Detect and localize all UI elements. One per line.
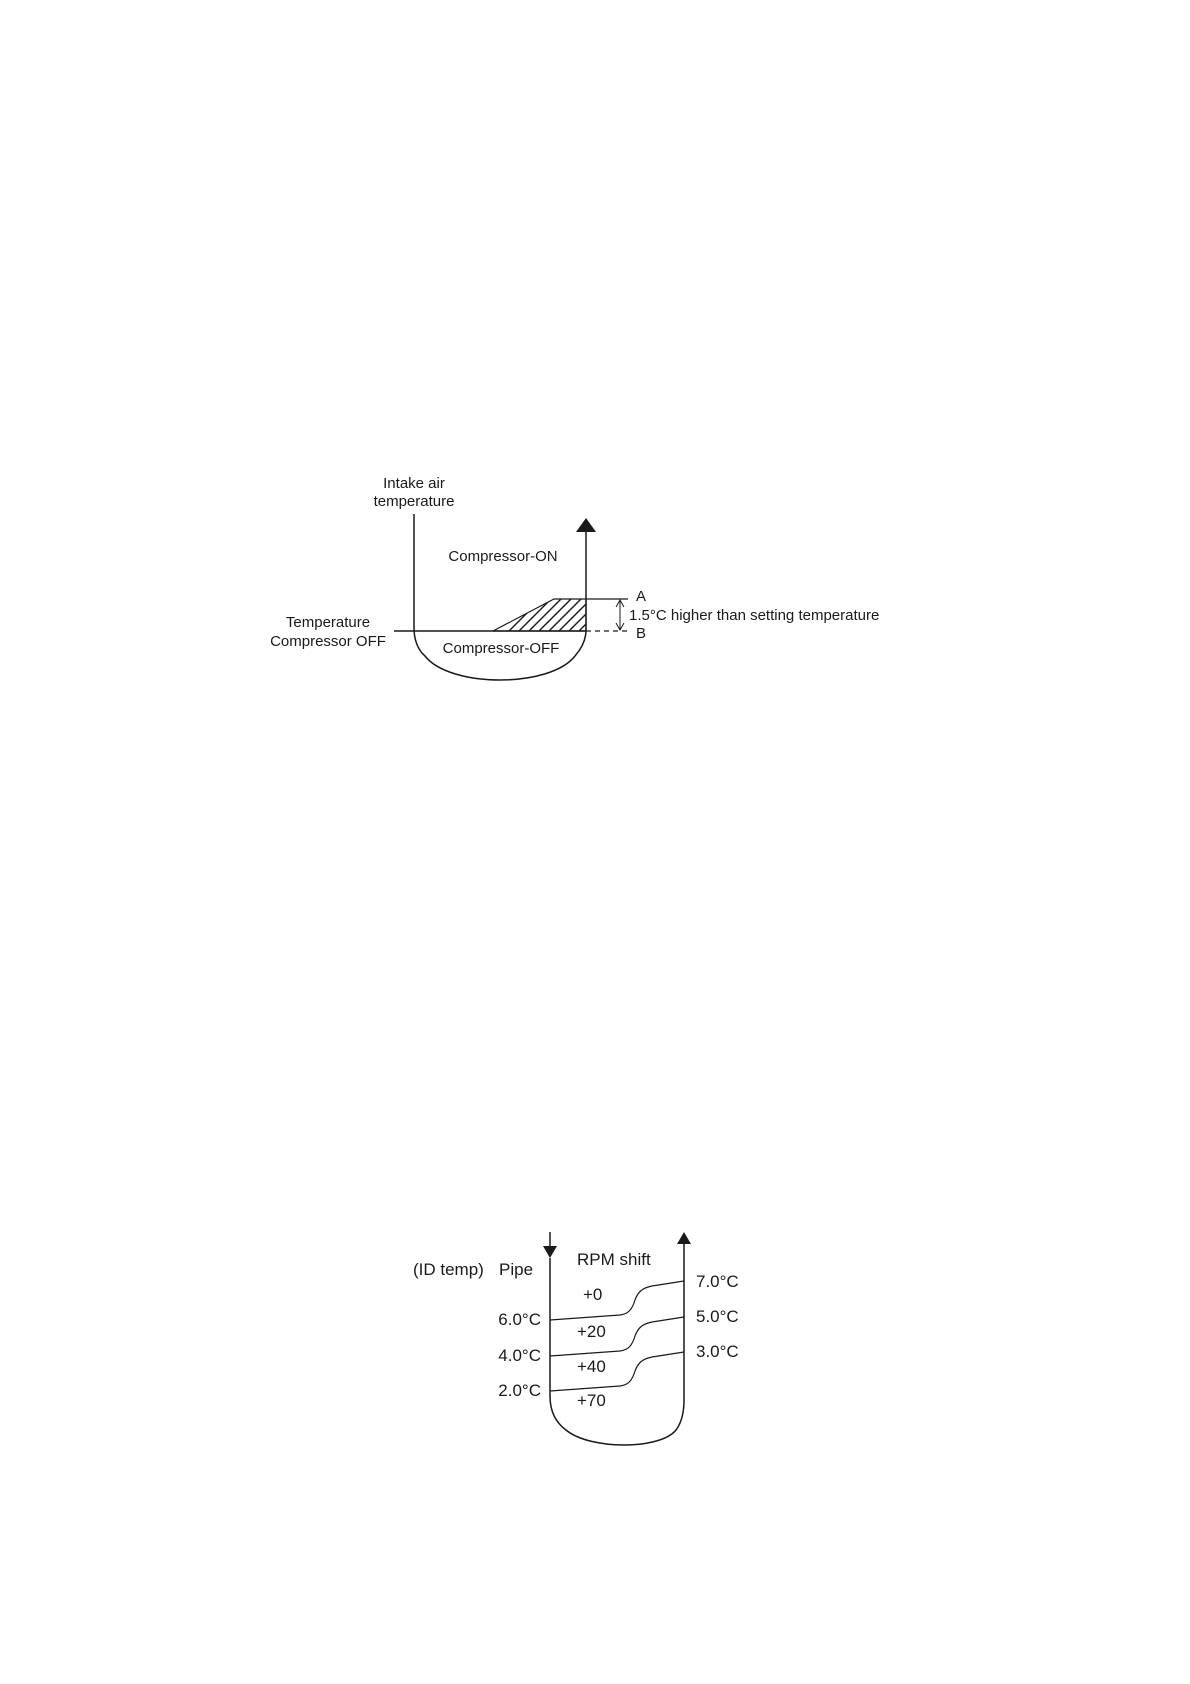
boundary-4c-5c xyxy=(550,1317,684,1356)
rpm-shift-diagram xyxy=(413,1232,739,1445)
point-a-label: A xyxy=(636,588,647,605)
compressor-control-diagram xyxy=(270,475,879,680)
compressor-on-label: Compressor-ON xyxy=(448,548,558,565)
left-temp-6c: 6.0°C xyxy=(498,1310,541,1329)
left-temp-2c: 2.0°C xyxy=(498,1381,541,1400)
boundary-2c-3c xyxy=(550,1352,684,1391)
rpm-shift-label: RPM shift xyxy=(577,1250,651,1269)
rpm-shift-plus-40: +40 xyxy=(577,1357,606,1376)
pipe-label: Pipe xyxy=(499,1260,534,1279)
rpm-shift-plus-20: +20 xyxy=(577,1322,606,1341)
intake-air-label-line2: temperature xyxy=(373,493,455,510)
compressor-off-label: Compressor-OFF xyxy=(442,640,560,657)
temperature-label-line1: Temperature xyxy=(285,614,371,631)
temperature-label-line2: Compressor OFF xyxy=(270,633,386,650)
pipe-temperature-curve xyxy=(550,1242,684,1445)
rpm-shift-plus-0: +0 xyxy=(583,1285,603,1304)
left-temp-4c: 4.0°C xyxy=(498,1346,541,1365)
rpm-shift-plus-70: +70 xyxy=(577,1391,606,1410)
id-temp-label: (ID temp) xyxy=(413,1260,484,1279)
up-arrow-icon xyxy=(677,1232,691,1244)
right-temp-5c: 5.0°C xyxy=(696,1307,739,1326)
intake-air-label-line1: Intake air xyxy=(383,475,445,492)
boundary-6c-7c xyxy=(550,1281,684,1320)
threshold-note: 1.5°C higher than setting temperature xyxy=(629,607,880,624)
point-b-label: B xyxy=(636,625,647,642)
right-temp-3c: 3.0°C xyxy=(696,1342,739,1361)
up-arrow-icon xyxy=(576,518,596,532)
right-temp-7c: 7.0°C xyxy=(696,1272,739,1291)
down-arrow-icon xyxy=(543,1246,557,1258)
hatched-region xyxy=(493,599,586,631)
